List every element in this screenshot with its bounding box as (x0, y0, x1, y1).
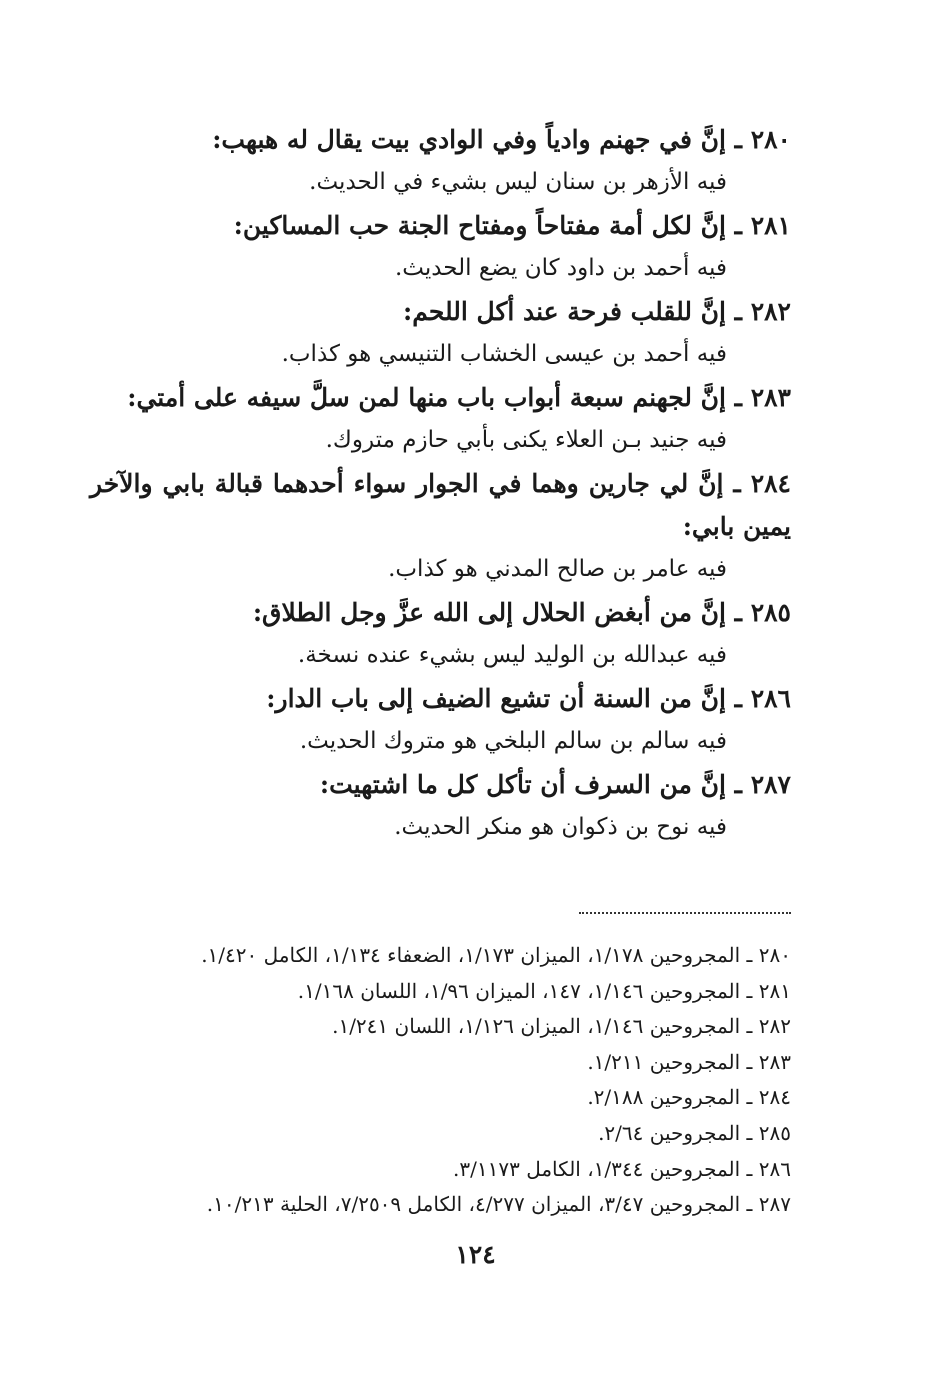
reference-line: ٢٨٤ ـ المجروحين ٢/١٨٨. (587, 1085, 791, 1110)
hadith-text: ٢٨١ ـ إنَّ لكل أمة مفتاحاً ومفتاح الجنة حب المساكين: (233, 211, 791, 240)
hadith-entry-282 (90, 290, 791, 376)
reference-line: ٢٨٣ ـ المجروحين ١/٢١١. (587, 1049, 791, 1074)
page-number: ١٢٤ (455, 1240, 496, 1269)
hadith-text: ٢٨٠ ـ إنَّ في جهنم وادياً وفي الوادي بيت يقال له هبهب: (212, 125, 791, 154)
narrator-note: فيه نوح بن ذكوان هو منكر الحديث. (394, 814, 727, 840)
narrator-note: فيه عامر بن صالح المدني هو كذاب. (388, 556, 727, 582)
hadith-entry-287 (90, 763, 791, 849)
reference-line: ٢٨٦ ـ المجروحين ١/٣٤٤، الكامل ٣/١١٧٣. (453, 1156, 791, 1181)
hadith-list (90, 118, 791, 849)
hadith-text: ٢٨٢ ـ إنَّ للقلب فرحة عند أكل اللحم: (402, 297, 791, 326)
narrator-note: فيه سالم بن سالم البلخي هو متروك الحديث. (299, 728, 727, 754)
narrator-note: فيه جنيد بـن العلاء يكنى بأبي حازم متروك. (325, 427, 727, 453)
narrator-note: فيه أحمد بن عيسى الخشاب التنيسي هو كذاب. (281, 341, 727, 367)
reference-line: ٢٨٧ ـ المجروحين ٣/٤٧، الميزان ٤/٢٧٧، الكامل ٧/٢٥٠٩، الحلية ١٠/٢١٣. (206, 1192, 791, 1217)
narrator-note: فيه عبدالله بن الوليد ليس بشيء عنده نسخة. (297, 642, 727, 668)
hadith-entry-286 (90, 677, 791, 763)
hadith-text: ٢٨٥ ـ إنَّ من أبغض الحلال إلى الله عزَّ وجل الطلاق: (252, 598, 791, 627)
footnote-references (90, 938, 791, 1223)
footnote-separator (579, 912, 791, 914)
hadith-text: ٢٨٣ ـ إنَّ لجهنم سبعة أبواب باب منها لمن سلَّ سيفه على أمتي: (127, 383, 791, 412)
reference-line: ٢٨٢ ـ المجروحين ١/١٤٦، الميزان ١/١٢٦، اللسان ١/٢٤١. (332, 1014, 791, 1039)
hadith-entry-281 (90, 204, 791, 290)
hadith-text: ٢٨٤ ـ إنَّ لي جارين وهما في الجوار سواء أحدهما قبالة بابي والآخر يمين بابي: (90, 469, 791, 541)
hadith-entry-280 (90, 118, 791, 204)
hadith-text: ٢٨٧ ـ إنَّ من السرف أن تأكل كل ما اشتهيت: (319, 770, 791, 799)
reference-line: ٢٨٥ ـ المجروحين ٢/٦٤. (598, 1120, 791, 1145)
hadith-entry-283 (90, 376, 791, 462)
hadith-text: ٢٨٦ ـ إنَّ من السنة أن تشيع الضيف إلى باب الدار: (266, 684, 791, 713)
reference-line: ٢٨٠ ـ المجروحين ١/١٧٨، الميزان ١/١٧٣، الضعفاء ١/١٣٤، الكامل ١/٤٢٠. (201, 943, 791, 967)
hadith-entry-284 (90, 462, 791, 591)
narrator-note: فيه أحمد بن داود كان يضع الحديث. (394, 255, 727, 281)
hadith-entry-285 (90, 591, 791, 677)
reference-line: ٢٨١ ـ المجروحين ١/١٤٦، ١٤٧، الميزان ١/٩٦، اللسان ١/١٦٨. (297, 978, 791, 1003)
narrator-note: فيه الأزهر بن سنان ليس بشيء في الحديث. (309, 169, 727, 195)
